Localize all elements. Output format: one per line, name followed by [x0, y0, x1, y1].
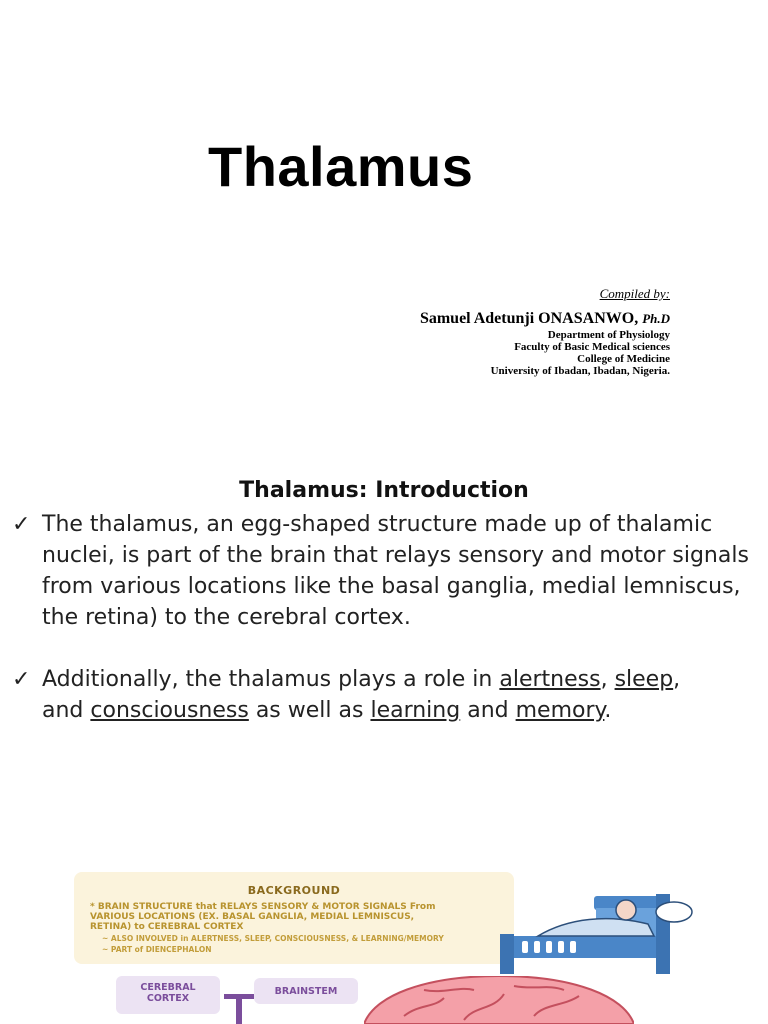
bullet-item — [12, 664, 752, 726]
connector-icon — [224, 990, 254, 1024]
term-alertness: alertness — [499, 667, 601, 692]
credits-block — [420, 286, 670, 377]
term-sleep: sleep — [614, 667, 674, 692]
bullet-item — [12, 509, 752, 633]
text-run: and — [42, 698, 91, 723]
tag-line: CORTEX — [146, 993, 190, 1004]
check-icon: ✓ — [12, 667, 31, 692]
bullet-text — [42, 667, 680, 723]
tag-line: CEREBRAL — [140, 982, 196, 993]
author-degree: Ph.D — [642, 311, 670, 326]
text-run: , — [600, 667, 615, 692]
check-icon: ✓ — [12, 512, 31, 537]
background-subline: ~ ALSO INVOLVED in ALERTNESS, SLEEP, CONSCIOUSNESS, & LEARNING/MEMORY — [102, 934, 444, 943]
background-line: VARIOUS LOCATIONS (EX. BASAL GANGLIA, MEDIAL LEMNISCUS, — [90, 912, 415, 922]
brain-icon — [364, 976, 634, 1024]
text-run: Additionally, the thalamus plays a role in — [42, 667, 500, 692]
term-consciousness: consciousness — [90, 698, 249, 723]
background-subline: ~ PART of DIENCEPHALON — [102, 945, 212, 954]
affiliation-university: University of Ibadan, Ibadan, Nigeria. — [490, 365, 670, 377]
term-learning: learning — [370, 698, 461, 723]
term-memory: memory — [515, 698, 605, 723]
bullet-list — [12, 509, 752, 726]
affiliation-college: College of Medicine — [577, 353, 670, 365]
background-line: RETINA) to CEREBRAL CORTEX — [90, 922, 244, 932]
bullet-text: The thalamus, an egg-shaped structure made up of thalamic nuclei, is part of the brain that relays sensory and motor signals from various locations like the basal ganglia, medial lemniscus, the retina) to the cerebral cortex. — [42, 512, 749, 630]
text-run: and — [460, 698, 516, 723]
sleeping-bed-icon — [498, 888, 694, 974]
compiled-by-label: Compiled by: — [599, 286, 670, 301]
intro-heading: Thalamus: Introduction — [239, 478, 529, 503]
tag-brainstem: BRAINSTEM — [254, 978, 358, 1004]
slide-title: Thalamus — [208, 135, 474, 198]
author-name: Samuel Adetunji ONASANWO, — [419, 310, 639, 327]
background-line: * BRAIN STRUCTURE that RELAYS SENSORY & MOTOR SIGNALS From — [90, 902, 436, 912]
thalamus-illustration — [74, 868, 694, 1024]
text-run: as well as — [248, 698, 371, 723]
affiliation-department: Department of Physiology — [547, 329, 670, 341]
affiliation-faculty: Faculty of Basic Medical sciences — [514, 341, 670, 353]
text-run: , — [673, 667, 681, 692]
author-line — [420, 310, 670, 328]
text-run: . — [604, 698, 612, 723]
background-heading: BACKGROUND — [247, 884, 341, 897]
tag-cerebral-cortex — [116, 976, 220, 1014]
background-card — [74, 872, 514, 964]
